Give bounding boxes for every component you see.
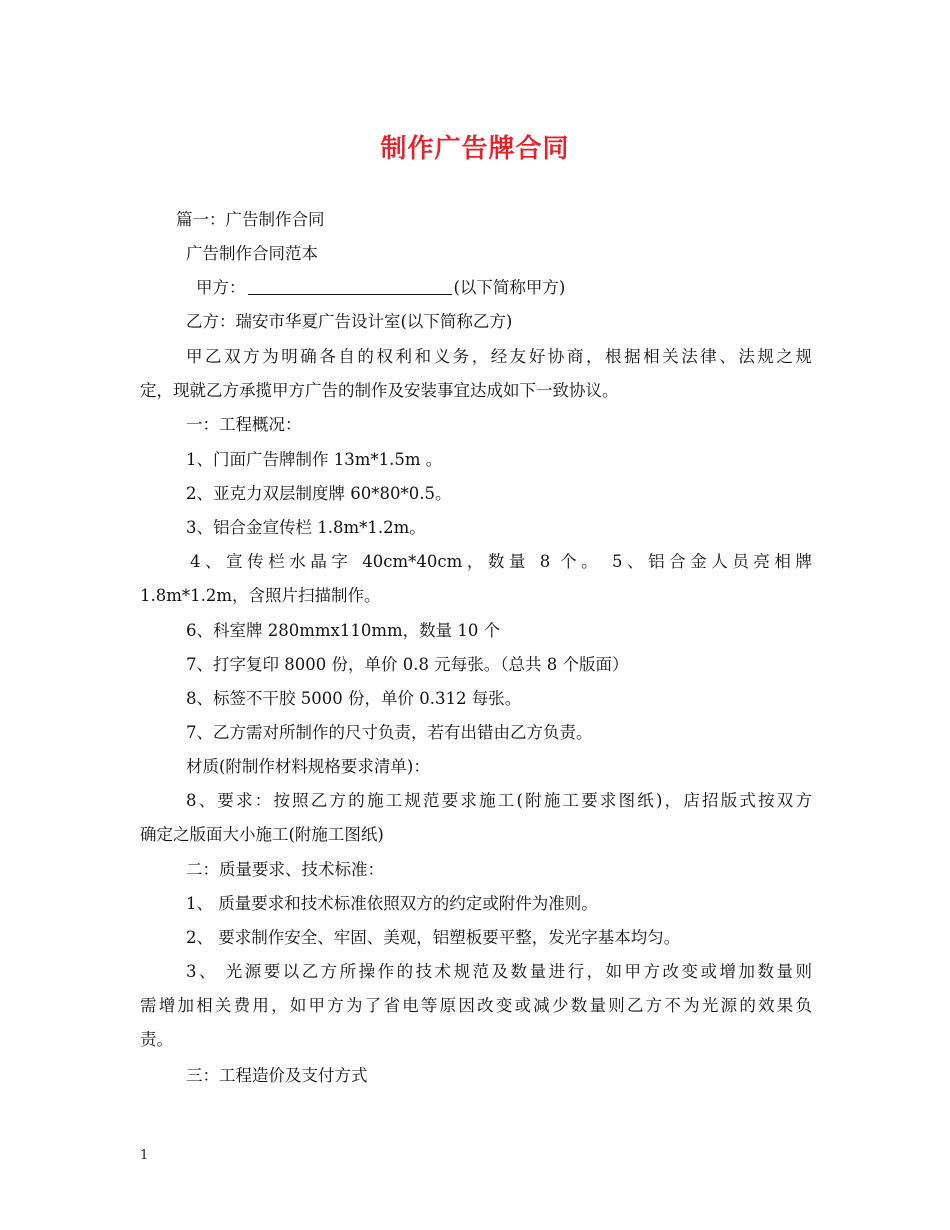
quality-item-2: 2、 要求制作安全、牢固、美观，铝塑板要平整，发光字基本均匀。 — [186, 928, 681, 947]
requirement-line-1: 8、要求：按照乙方的施工规范要求施工(附施工要求图纸)，店招版式按双方 — [186, 791, 812, 810]
quality-item-3-line-2: 需增加相关费用，如甲方为了省电等原因改变或减少数量则乙方不为光源的效果负 — [140, 996, 812, 1015]
material-line: 材质(附制作材料规格要求清单)： — [186, 757, 430, 776]
item-7b: 7、乙方需对所制作的尺寸负责，若有出错由乙方负责。 — [186, 723, 593, 742]
party-a-line — [196, 276, 565, 300]
intro-line-1: 甲乙双方为明确各自的权利和义务，经友好协商，根据相关法律、法规之规 — [186, 347, 812, 366]
party-b-line: 乙方：瑞安市华夏广告设计室(以下简称乙方) — [186, 312, 513, 331]
document-title: 制作广告牌合同 — [380, 134, 570, 164]
party-a-suffix: (以下简称甲方) — [453, 278, 566, 297]
intro-line-2: 定，现就乙方承揽甲方广告的制作及安装事宜达成如下一致协议。 — [140, 381, 619, 400]
page-number: 1 — [140, 1148, 149, 1163]
requirement-line-2: 确定之版面大小施工(附施工图纸) — [140, 825, 384, 844]
quality-item-1: 1、 质量要求和技术标准依照双方的约定或附件为准则。 — [186, 894, 598, 913]
item-4-line-2: 1.8m*1.2m，含照片扫描制作。 — [140, 586, 381, 605]
item-7: 7、打字复印 8000 份，单价 0.8 元每张。（总共 8 个版面） — [186, 655, 629, 674]
item-1: 1、门面广告牌制作 13m*1.5m 。 — [186, 450, 443, 469]
item-8: 8、标签不干胶 5000 份，单价 0.312 每张。 — [186, 689, 522, 708]
item-4-line-1: 4、宣传栏水晶字 40cm*40cm，数量 8 个。 5、铝合金人员亮相牌 — [190, 552, 812, 571]
section-heading: 篇一：广告制作合同 — [176, 210, 325, 229]
party-a-blank — [248, 278, 452, 295]
section-1-heading: 一：工程概况： — [186, 415, 302, 434]
section-2-heading: 二：质量要求、技术标准： — [186, 860, 384, 879]
party-a-label: 甲方： — [196, 278, 246, 297]
item-6: 6、科室牌 280mmx110mm，数量 10 个 — [186, 621, 501, 640]
quality-item-3-line-3: 责。 — [140, 1030, 173, 1049]
subtitle: 广告制作合同范本 — [186, 244, 318, 263]
item-2: 2、亚克力双层制度牌 60*80*0.5。 — [186, 484, 452, 503]
section-3-heading: 三：工程造价及支付方式 — [186, 1066, 368, 1085]
item-3: 3、铝合金宣传栏 1.8m*1.2m。 — [186, 518, 426, 537]
quality-item-3-line-1: 3、 光源要以乙方所操作的技术规范及数量进行，如甲方改变或增加数量则 — [186, 962, 812, 981]
